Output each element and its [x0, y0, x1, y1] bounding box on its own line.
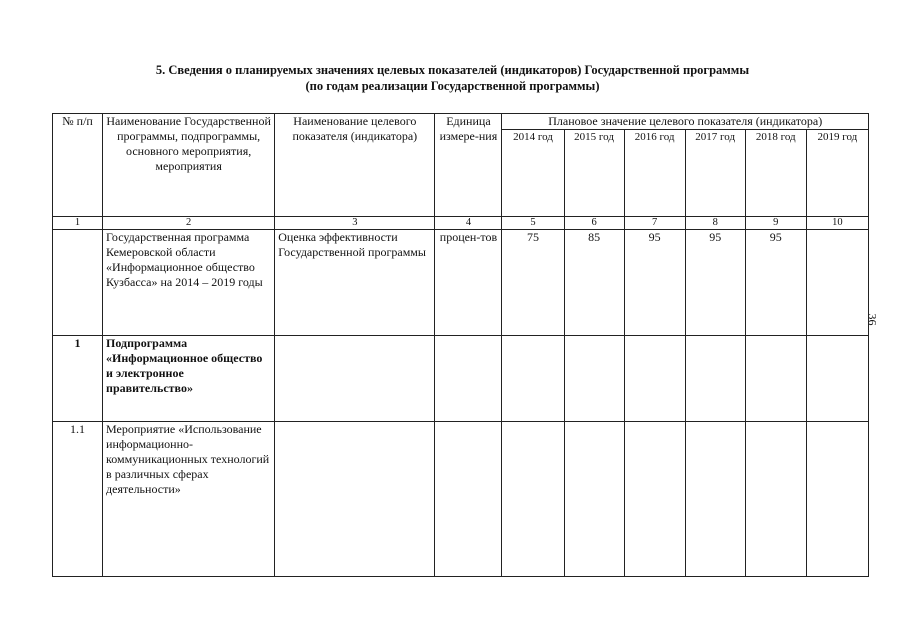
- column-number: 2: [103, 217, 275, 230]
- header-row: [53, 114, 869, 130]
- column-number: 6: [564, 217, 624, 230]
- column-number: 5: [502, 217, 564, 230]
- column-number: 8: [685, 217, 745, 230]
- row-value-2017: [685, 336, 745, 422]
- table-row: [53, 422, 869, 577]
- row-indicator: [275, 422, 435, 577]
- row-value-2015: 85: [564, 230, 624, 336]
- page-number: 36: [865, 313, 880, 326]
- row-indicator: Оценка эффективности Государственной программы: [275, 230, 435, 336]
- row-value-2016: [624, 336, 685, 422]
- row-value-2014: [502, 336, 564, 422]
- header-year: 2017 год: [685, 130, 745, 217]
- indicators-table: [52, 113, 869, 577]
- header-year: 2019 год: [806, 130, 868, 217]
- document-title: [0, 62, 905, 94]
- row-value-2018: [745, 336, 806, 422]
- row-value-2018: 95: [745, 230, 806, 336]
- row-num: 1: [53, 336, 103, 422]
- header-year: 2018 год: [745, 130, 806, 217]
- column-number: 4: [435, 217, 502, 230]
- row-value-2019: [806, 336, 868, 422]
- column-number: 9: [745, 217, 806, 230]
- header-year: 2014 год: [502, 130, 564, 217]
- row-value-2016: 95: [624, 230, 685, 336]
- row-value-2019: [806, 230, 868, 336]
- row-value-2015: [564, 422, 624, 577]
- row-value-2015: [564, 336, 624, 422]
- row-value-2018: [745, 422, 806, 577]
- header-year: 2015 год: [564, 130, 624, 217]
- row-num: 1.1: [53, 422, 103, 577]
- row-value-2014: [502, 422, 564, 577]
- row-unit: [435, 422, 502, 577]
- row-value-2016: [624, 422, 685, 577]
- row-value-2017: [685, 422, 745, 577]
- row-value-2019: [806, 422, 868, 577]
- row-value-2017: 95: [685, 230, 745, 336]
- row-value-2014: 75: [502, 230, 564, 336]
- title-line-2: (по годам реализации Государственной программы): [305, 79, 600, 93]
- row-indicator: [275, 336, 435, 422]
- header-planned-value: Плановое значение целевого показателя (индикатора): [502, 114, 869, 130]
- row-unit: [435, 336, 502, 422]
- row-name: Подпрограмма «Информационное общество и электронное правительство»: [103, 336, 275, 422]
- table-row: [53, 336, 869, 422]
- column-number-row: [53, 217, 869, 230]
- header-year: 2016 год: [624, 130, 685, 217]
- row-unit: процен-тов: [435, 230, 502, 336]
- header-program-name: Наименование Государственной программы, подпрограммы, основного мероприятия, мероприятия: [103, 114, 275, 217]
- column-number: 3: [275, 217, 435, 230]
- header-unit: Единица измере-ния: [435, 114, 502, 217]
- header-num: № п/п: [53, 114, 103, 217]
- row-num: [53, 230, 103, 336]
- title-line-1: 5. Сведения о планируемых значениях целевых показателей (индикаторов) Государственной программы: [155, 63, 750, 77]
- header-indicator-name: Наименование целевого показателя (индикатора): [275, 114, 435, 217]
- column-number: 7: [624, 217, 685, 230]
- row-name: Государственная программа Кемеровской области «Информационное общество Кузбасса» на 2014 – 2019 годы: [103, 230, 275, 336]
- row-name: Мероприятие «Использование информационно-коммуникационных технологий в различных сферах деятельности»: [103, 422, 275, 577]
- table-row: [53, 230, 869, 336]
- column-number: 1: [53, 217, 103, 230]
- column-number: 10: [806, 217, 868, 230]
